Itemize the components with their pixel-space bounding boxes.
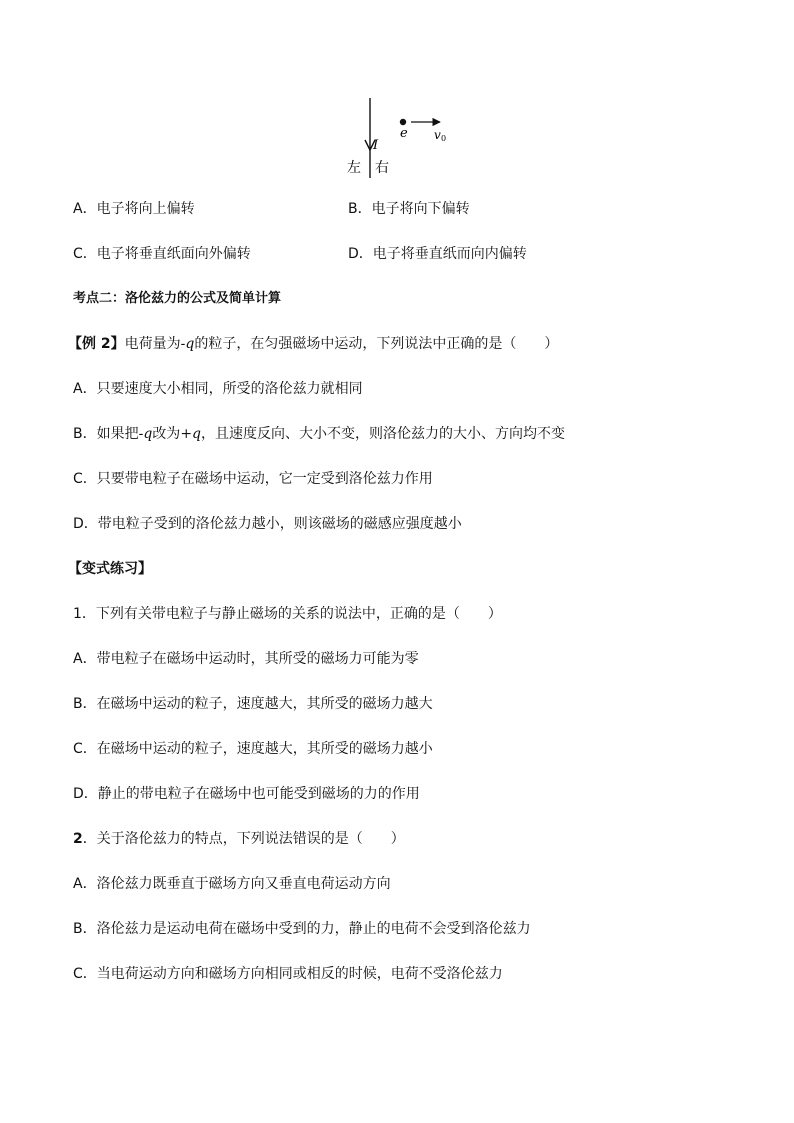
q1-option-a: A．电子将向上偏转 — [73, 201, 195, 217]
q1-option-d: D．电子将垂直纸而向内偏转 — [348, 246, 527, 262]
example2-option-b-post: ，且速度反向、大小不变，则洛伦兹力的大小、方向均不变 — [201, 426, 566, 442]
v1-option-a: A．带电粒子在磁场中运动时，其所受的磁场力可能为零 — [73, 651, 419, 667]
example2-option-d: D．带电粒子受到的洛伦兹力越小，则该磁场的磁感应强度越小 — [73, 516, 462, 532]
v1-option-b: B．在磁场中运动的粒子，速度越大，其所受的磁场力越大 — [73, 696, 433, 712]
figure-svg — [330, 92, 470, 184]
v2-option-c: C．当电荷运动方向和磁场方向相同或相反的时候，电荷不受洛伦兹力 — [73, 966, 503, 982]
example2-stem — [68, 335, 558, 353]
v2-stem — [73, 830, 405, 848]
right-label: 右 — [375, 160, 389, 176]
electron-dot — [400, 119, 406, 125]
q1-option-c: C．电子将垂直纸面向外偏转 — [73, 246, 251, 262]
example2-option-b — [73, 425, 565, 443]
v1-stem: 1．下列有关带电粒子与静止磁场的关系的说法中，正确的是（ ） — [73, 606, 502, 622]
v1-option-c: C．在磁场中运动的粒子，速度越大，其所受的磁场力越小 — [73, 741, 433, 757]
left-label: 左 — [347, 160, 361, 176]
example2-option-b-q2: +q — [180, 426, 202, 442]
variant-title: 【变式练习】 — [68, 561, 152, 577]
wire-electron-figure — [330, 92, 470, 184]
section-title: 考点二：洛伦兹力的公式及简单计算 — [73, 291, 282, 306]
current-label: I — [373, 138, 379, 153]
v1-option-d: D．静止的带电粒子在磁场中也可能受到磁场的力的作用 — [73, 786, 420, 802]
velocity-subscript: 0 — [441, 134, 447, 143]
example2-stem-post: 的粒子，在匀强磁场中运动，下列说法中正确的是（ ） — [194, 336, 559, 352]
electron-label: e — [400, 126, 408, 141]
example2-stem-pre: 电荷量为 — [124, 336, 181, 352]
example2-charge: -q — [180, 336, 195, 352]
example2-option-c: C．只要带电粒子在磁场中运动，它一定受到洛伦兹力作用 — [73, 471, 433, 487]
example2-option-b-q1: -q — [138, 426, 153, 442]
v2-number: 2 — [73, 831, 83, 847]
q1-option-b: B．电子将向下偏转 — [348, 201, 470, 217]
example2-option-a: A．只要速度大小相同，所受的洛伦兹力就相同 — [73, 381, 363, 397]
velocity-label: v — [434, 128, 441, 142]
example2-option-b-pre: B．如果把 — [73, 426, 139, 442]
example2-option-b-mid: 改为 — [152, 426, 181, 442]
v2-option-a: A．洛伦兹力既垂直于磁场方向又垂直电荷运动方向 — [73, 876, 391, 892]
v2-stem-text: ．关于洛伦兹力的特点，下列说法错误的是（ ） — [82, 831, 405, 847]
example2-tag: 【例 2】 — [68, 336, 125, 352]
v2-option-b: B．洛伦兹力是运动电荷在磁场中受到的力，静止的电荷不会受到洛伦兹力 — [73, 921, 531, 937]
